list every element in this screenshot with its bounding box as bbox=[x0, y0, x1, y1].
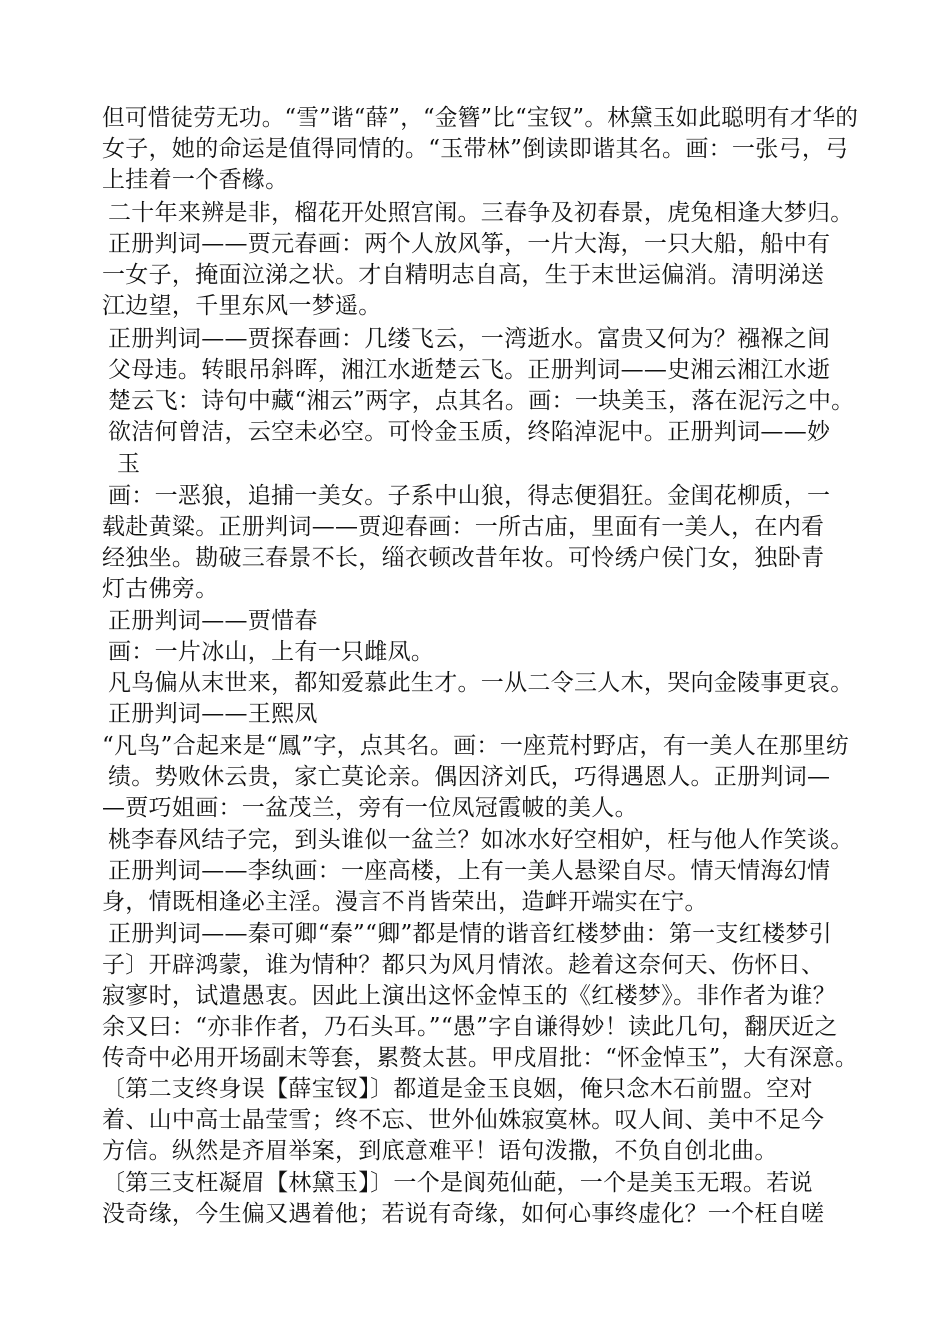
text-line: 身，情既相逢必主淫。漫言不肖皆荣出，造衅开端实在宁。 bbox=[102, 889, 708, 915]
text-line: 画：一片冰山，上有一只雌凤。 bbox=[108, 639, 435, 665]
text-line: 正册判词——秦可卿“秦”“卿”都是情的谐音红楼梦曲：第一支红楼梦引 bbox=[108, 921, 832, 947]
text-line: 欲洁何曾洁，云空未必空。可怜金玉质，终陷淖泥中。正册判词——妙 bbox=[108, 419, 831, 445]
text-line: —贾巧姐画：一盆茂兰，旁有一位凤冠霞帔的美人。 bbox=[102, 795, 638, 821]
text-line: 正册判词——贾元春画：两个人放风筝，一片大海，一只大船，船中有 bbox=[108, 231, 831, 257]
text-line: “凡鸟”合起来是“鳳”字，点其名。画：一座荒村野店，有一美人在那里纺 bbox=[102, 733, 850, 759]
text-line: 着、山中高士晶莹雪；终不忘、世外仙姝寂寞林。叹人间、美中不足今 bbox=[102, 1107, 825, 1133]
text-line: 正册判词——贾探春画：几缕飞云，一湾逝水。富贵又何为？襁褓之间 bbox=[108, 326, 831, 352]
text-line: 正册判词——贾惜春 bbox=[108, 608, 318, 634]
text-line: 传奇中必用开场副末等套，累赘太甚。甲戌眉批：“怀金悼玉”，大有深意。 bbox=[102, 1045, 858, 1071]
text-line: 子〕开辟鸿蒙，谁为情种？都只为风月情浓。趁着这奈何天、伤怀日、 bbox=[102, 952, 825, 978]
text-line: 上挂着一个香橼。 bbox=[102, 167, 289, 193]
text-line: 余又曰：“亦非作者，乃石头耳。”“愚”字自谦得妙！读此几句，翻厌近之 bbox=[102, 1014, 838, 1040]
text-line: 女子，她的命运是值得同情的。“玉带林”倒读即谐其名。画：一张弓，弓 bbox=[102, 136, 849, 162]
text-line: 正册判词——李纨画：一座高楼，上有一美人悬梁自尽。情天情海幻情 bbox=[108, 858, 831, 884]
text-line: 画：一恶狼，追捕一美女。子系中山狼，得志便猖狂。金闺花柳质，一 bbox=[108, 483, 831, 509]
text-line: 〔第三支枉凝眉【林黛玉】〕一个是阆苑仙葩，一个是美玉无瑕。若说 bbox=[102, 1170, 813, 1196]
text-line: 经独坐。勘破三春景不长，缁衣顿改昔年妆。可怜绣户侯门女，独卧青 bbox=[102, 545, 825, 571]
text-line: 方信。纵然是齐眉举案，到底意难平！语句泼撒，不负自创北曲。 bbox=[102, 1138, 778, 1164]
text-line: 玉 bbox=[117, 451, 141, 477]
text-line: 没奇缘，今生偏又遇着他；若说有奇缘，如何心事终虚化？一个枉自嗟 bbox=[102, 1201, 825, 1227]
text-line: 灯古佛旁。 bbox=[102, 576, 219, 602]
text-line: 一女子，掩面泣涕之状。才自精明志自高，生于末世运偏消。清明涕送 bbox=[102, 262, 825, 288]
text-line: 但可惜徒劳无功。“雪”谐“薛”，“金簪”比“宝钗”。林黛玉如此聪明有才华的 bbox=[102, 105, 859, 131]
text-line: 桃李春风结子完，到头谁似一盆兰？如冰水好空相妒，枉与他人作笑谈。 bbox=[108, 827, 854, 853]
text-line: 寂寥时，试遣愚衷。因此上演出这怀金悼玉的《红楼梦》。非作者为谁？ bbox=[102, 983, 837, 1009]
text-line: 正册判词——王熙凤 bbox=[108, 701, 318, 727]
text-line: 绩。势败休云贵，家亡莫论亲。偶因济刘氏，巧得遇恩人。正册判词— bbox=[108, 764, 831, 790]
text-line: 江边望，千里东风一梦遥。 bbox=[102, 293, 382, 319]
text-line: 载赴黄粱。正册判词——贾迎春画：一所古庙，里面有一美人，在内看 bbox=[102, 514, 825, 540]
text-line: 父母违。转眼吊斜晖，湘江水逝楚云飞。正册判词——史湘云湘江水逝 bbox=[108, 357, 831, 383]
text-line: 凡鸟偏从末世来，都知爱慕此生才。一从二令三人木，哭向金陵事更哀。 bbox=[108, 670, 854, 696]
text-line: 楚云飞：诗句中藏“湘云”两字，点其名。画：一块美玉，落在泥污之中。 bbox=[108, 388, 855, 414]
text-line: 〔第二支终身误【薛宝钗】〕都道是金玉良姻，俺只念木石前盟。空对 bbox=[102, 1076, 813, 1102]
text-line: 二十年来辨是非，榴花开处照宫闱。三春争及初春景，虎兔相逢大梦归。 bbox=[108, 200, 854, 226]
